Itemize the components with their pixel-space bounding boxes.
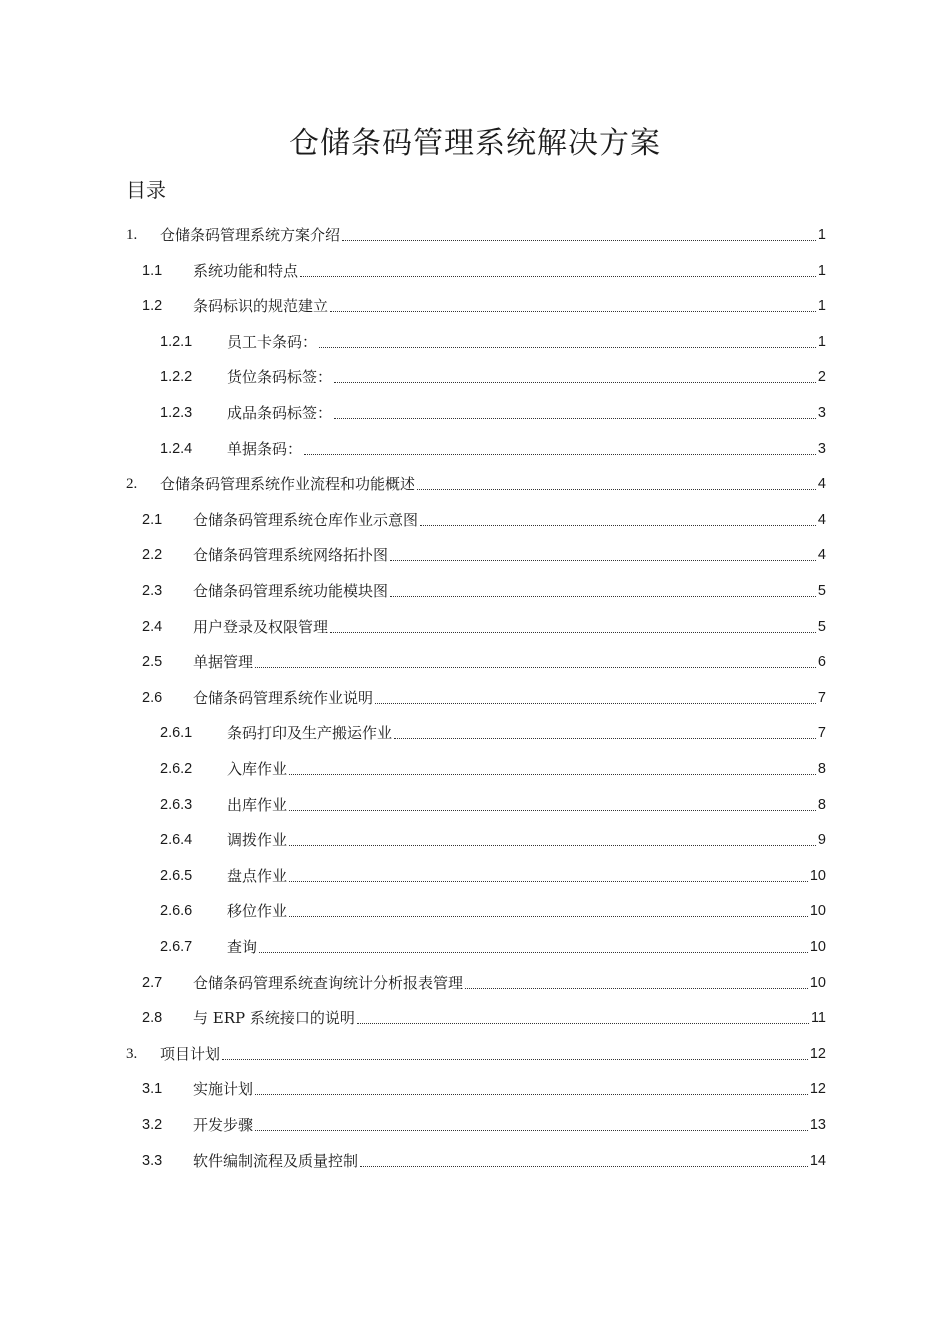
toc-dot-leader — [390, 595, 816, 597]
toc-entry[interactable] — [142, 614, 826, 638]
toc-dot-leader — [300, 275, 816, 277]
toc-entry-title: 条码标识的规范建立 — [193, 297, 329, 316]
toc-entry[interactable] — [160, 792, 826, 816]
toc-dot-leader — [394, 737, 816, 739]
toc-entry-page-number: 4 — [817, 547, 826, 564]
toc-entry[interactable] — [142, 258, 826, 282]
toc-entry[interactable] — [126, 471, 826, 495]
toc-entry[interactable] — [126, 1041, 826, 1065]
toc-entry-page-number: 1 — [817, 298, 826, 315]
toc-entry-number: 2.1 — [142, 511, 163, 528]
toc-entry-page-number: 9 — [817, 832, 826, 849]
toc-entry-title: 入库作业 — [227, 760, 288, 778]
toc-entry-number: 2.8 — [142, 1010, 163, 1027]
toc-entry[interactable] — [160, 720, 826, 744]
toc-heading: 目录 — [126, 178, 166, 202]
toc-entry-number: 2.6.5 — [160, 867, 193, 884]
toc-entry-title: 用户登录及权限管理 — [193, 617, 329, 636]
toc-entry-title: 单据管理 — [193, 653, 254, 672]
toc-entry-page-number: 5 — [817, 583, 826, 599]
toc-dot-leader — [255, 1093, 808, 1095]
toc-entry-page-number: 10 — [809, 867, 826, 884]
toc-entry-title: 软件编制流程及质量控制 — [193, 1151, 359, 1170]
toc-entry-page-number: 10 — [809, 974, 826, 991]
toc-entry-number: 2.6.4 — [160, 832, 193, 849]
toc-entry[interactable] — [160, 827, 826, 851]
toc-dot-leader — [330, 631, 816, 633]
toc-entry[interactable] — [142, 1112, 826, 1136]
toc-entry[interactable] — [126, 222, 826, 246]
toc-entry-page-number: 2 — [817, 369, 826, 386]
toc-entry-title: 仓储条码管理系统方案介绍 — [160, 226, 341, 244]
toc-entry-page-number: 8 — [817, 796, 826, 813]
toc-entry-page-number: 4 — [817, 476, 826, 493]
toc-entry-page-number: 1 — [817, 333, 826, 350]
toc-entry-number: 2.6.3 — [160, 796, 193, 813]
toc-dot-leader — [304, 453, 816, 455]
toc-dot-leader — [420, 524, 816, 526]
toc-entry[interactable] — [160, 364, 826, 388]
toc-entry-page-number: 11 — [810, 1010, 826, 1027]
toc-dot-leader — [334, 417, 816, 419]
toc-entry-title: 调拨作业 — [227, 831, 288, 850]
toc-entry-number: 2. — [126, 476, 138, 493]
toc-entry-number: 3.3 — [142, 1152, 163, 1169]
toc-entry-title: 仓储条码管理系统作业说明 — [193, 688, 374, 707]
toc-dot-leader — [289, 880, 808, 882]
toc-entry-page-number: 1 — [817, 227, 826, 243]
toc-entry-number: 3. — [126, 1045, 138, 1062]
toc-entry-title: 员工卡条码： — [227, 332, 318, 351]
toc-entry-title: 仓储条码管理系统查询统计分析报表管理 — [193, 973, 464, 992]
toc-entry[interactable] — [142, 649, 826, 673]
toc-entry-page-number: 4 — [817, 511, 826, 528]
toc-entry-page-number: 7 — [817, 689, 826, 706]
toc-entry[interactable] — [160, 898, 826, 922]
toc-entry-page-number: 12 — [809, 1045, 826, 1062]
toc-entry-title: 与 ERP 系统接口的说明 — [193, 1009, 355, 1028]
toc-entry-number: 2.6.7 — [160, 939, 193, 955]
toc-dot-leader — [289, 844, 816, 846]
toc-entry-title: 出库作业 — [227, 795, 288, 814]
toc-entry-title: 移位作业 — [227, 902, 288, 921]
toc-entry-page-number: 10 — [809, 939, 826, 955]
toc-entry-page-number: 13 — [809, 1117, 826, 1133]
toc-entry-number: 1.2.3 — [160, 405, 193, 421]
toc-entry-number: 1.2.4 — [160, 440, 193, 457]
toc-dot-leader — [289, 809, 816, 811]
toc-entry-title: 条码打印及生产搬运作业 — [227, 724, 393, 743]
toc-entry[interactable] — [142, 542, 826, 566]
toc-entry-number: 1.2.1 — [160, 333, 193, 350]
toc-entry[interactable] — [160, 934, 826, 958]
toc-entry-number: 2.3 — [142, 583, 163, 599]
toc-entry-title: 仓储条码管理系统仓库作业示意图 — [193, 510, 419, 529]
toc-entry[interactable] — [142, 685, 826, 709]
toc-dot-leader — [255, 666, 816, 668]
toc-dot-leader — [360, 1165, 808, 1167]
toc-entry-title: 仓储条码管理系统网络拓扑图 — [193, 546, 389, 565]
toc-entry-title: 单据条码： — [227, 439, 303, 458]
toc-entry[interactable] — [142, 578, 826, 602]
toc-entry-page-number: 5 — [817, 618, 826, 635]
toc-dot-leader — [375, 702, 816, 704]
toc-dot-leader — [465, 987, 808, 989]
toc-entry-number: 2.6.2 — [160, 761, 193, 777]
toc-entry-page-number: 6 — [817, 654, 826, 671]
toc-dot-leader — [357, 1022, 809, 1024]
toc-dot-leader — [417, 488, 816, 490]
toc-entry-number: 2.7 — [142, 974, 163, 991]
toc-entry-page-number: 14 — [809, 1152, 826, 1169]
toc-dot-leader — [289, 915, 808, 917]
toc-entry-number: 2.6 — [142, 689, 163, 706]
toc-entry-number: 2.5 — [142, 654, 163, 671]
toc-dot-leader — [390, 559, 816, 561]
toc-entry-title: 查询 — [227, 938, 258, 956]
toc-entry-number: 2.6.6 — [160, 903, 193, 920]
toc-entry-page-number: 7 — [817, 725, 826, 742]
toc-entry-title: 项目计划 — [160, 1044, 221, 1063]
toc-entry-number: 1. — [126, 227, 138, 243]
toc-entry[interactable] — [160, 436, 826, 460]
toc-dot-leader — [334, 381, 816, 383]
toc-entry-page-number: 1 — [817, 262, 826, 279]
toc-entry-page-number: 3 — [817, 440, 826, 457]
toc-dot-leader — [342, 239, 816, 241]
toc-entry[interactable] — [142, 1076, 826, 1100]
toc-entry-number: 2.6.1 — [160, 725, 193, 742]
toc-entry-title: 盘点作业 — [227, 866, 288, 885]
toc-dot-leader — [289, 773, 816, 775]
toc-entry-number: 1.2.2 — [160, 369, 193, 386]
toc-entry-title: 仓储条码管理系统功能模块图 — [193, 582, 389, 600]
toc-entry-title: 系统功能和特点 — [193, 261, 299, 280]
toc-entry-number: 1.2 — [142, 298, 163, 315]
toc-entry[interactable] — [142, 293, 826, 317]
toc-entry-page-number: 10 — [809, 903, 826, 920]
toc-dot-leader — [330, 310, 816, 312]
toc-entry-number: 3.2 — [142, 1117, 163, 1133]
toc-entry[interactable] — [160, 329, 826, 353]
toc-entry-number: 3.1 — [142, 1081, 163, 1098]
toc-entry[interactable] — [142, 1005, 826, 1029]
toc-entry-page-number: 12 — [809, 1081, 826, 1098]
toc-dot-leader — [255, 1129, 808, 1131]
toc-entry-title: 货位条码标签： — [227, 368, 333, 387]
toc-entry-number: 2.2 — [142, 547, 163, 564]
toc-dot-leader — [222, 1058, 808, 1060]
toc-entry-title: 仓储条码管理系统作业流程和功能概述 — [160, 475, 416, 494]
toc-entry-number: 1.1 — [142, 262, 163, 279]
toc-entry-number: 2.4 — [142, 618, 163, 635]
toc-entry-title: 成品条码标签： — [227, 404, 333, 422]
toc-entry-title: 实施计划 — [193, 1080, 254, 1099]
toc-entry-page-number: 3 — [817, 405, 826, 421]
toc-entry-title: 开发步骤 — [193, 1116, 254, 1134]
toc-entry[interactable] — [160, 863, 826, 887]
toc-entry[interactable] — [160, 756, 826, 780]
toc-entry[interactable] — [160, 400, 826, 424]
toc-entry[interactable] — [142, 1148, 826, 1172]
toc-entry[interactable] — [142, 507, 826, 531]
page-title: 仓储条码管理系统解决方案 — [289, 126, 661, 162]
toc-dot-leader — [319, 346, 816, 348]
toc-entry-page-number: 8 — [817, 761, 826, 777]
toc-entry[interactable] — [142, 970, 826, 994]
toc-dot-leader — [259, 951, 808, 953]
